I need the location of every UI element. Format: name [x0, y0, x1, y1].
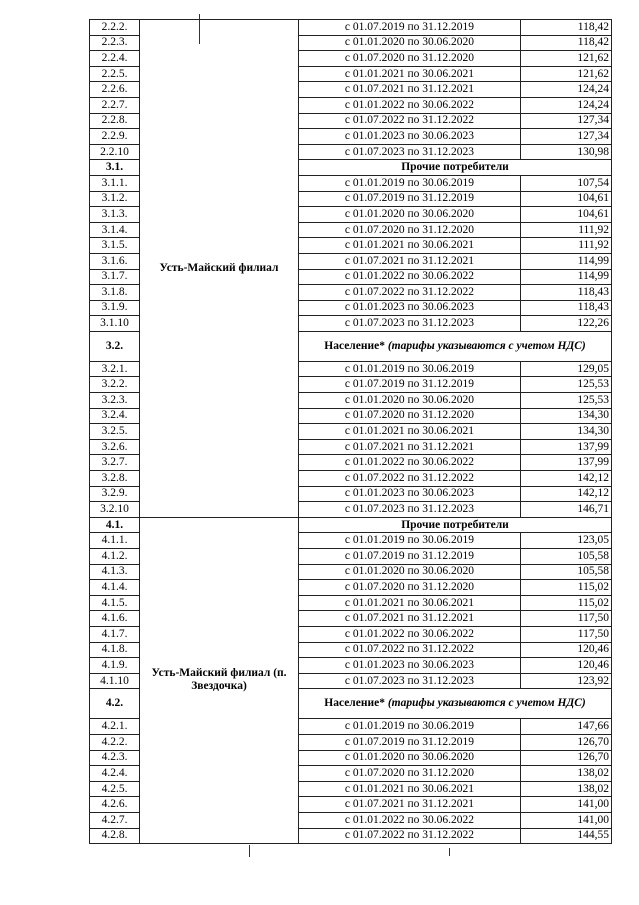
tariff-value: 118,43: [521, 285, 612, 301]
tariff-value: 130,98: [521, 144, 612, 160]
category-main: Население*: [324, 697, 385, 710]
tariff-value: 124,24: [521, 97, 612, 113]
category-header: Прочие потребители: [299, 517, 612, 533]
row-number: 2.2.9.: [90, 129, 140, 145]
tariff-value: 147,66: [521, 719, 612, 735]
period-cell: с 01.01.2022 по 30.06.2022: [299, 97, 521, 113]
row-number: 3.1.2.: [90, 191, 140, 207]
tariff-value: 146,71: [521, 502, 612, 518]
period-cell: с 01.07.2021 по 31.12.2021: [299, 439, 521, 455]
tariff-value: 126,70: [521, 750, 612, 766]
period-cell: с 01.01.2023 по 30.06.2023: [299, 129, 521, 145]
period-cell: с 01.07.2022 по 31.12.2022: [299, 471, 521, 487]
row-number: 3.2.8.: [90, 471, 140, 487]
row-number: 3.1.7.: [90, 269, 140, 285]
tariff-value: 134,30: [521, 424, 612, 440]
tariff-value: 125,53: [521, 377, 612, 393]
tariff-value: 138,02: [521, 766, 612, 782]
period-cell: с 01.07.2019 по 31.12.2019: [299, 549, 521, 565]
row-number: 4.1.3.: [90, 564, 140, 580]
tariff-value: 122,26: [521, 316, 612, 332]
row-number: 2.2.3.: [90, 35, 140, 51]
period-cell: с 01.07.2019 по 31.12.2019: [299, 377, 521, 393]
period-cell: с 01.01.2019 по 30.06.2019: [299, 719, 521, 735]
period-cell: с 01.01.2020 по 30.06.2020: [299, 207, 521, 223]
row-number: 2.2.8.: [90, 113, 140, 129]
branch-name: Усть-Майский филиал: [140, 20, 299, 518]
category-header: Прочие потребители: [299, 160, 612, 176]
row-number: 3.1.6.: [90, 253, 140, 269]
period-cell: с 01.07.2019 по 31.12.2019: [299, 191, 521, 207]
tariff-value: 121,62: [521, 51, 612, 67]
period-cell: с 01.07.2021 по 31.12.2021: [299, 797, 521, 813]
period-cell: с 01.07.2022 по 31.12.2022: [299, 642, 521, 658]
category-note: (тарифы указываются с учетом НДС): [387, 697, 586, 710]
row-number: 3.1.10: [90, 316, 140, 332]
row-number: 4.1.4.: [90, 580, 140, 596]
row-number: 3.2.5.: [90, 424, 140, 440]
tariff-value: 144,55: [521, 828, 612, 844]
row-number: 4.1.9.: [90, 658, 140, 674]
tariff-value: 137,99: [521, 439, 612, 455]
row-number: 4.2.1.: [90, 719, 140, 735]
tariff-value: 105,58: [521, 564, 612, 580]
row-number: 4.1.7.: [90, 626, 140, 642]
period-cell: с 01.01.2019 по 30.06.2019: [299, 533, 521, 549]
row-number: 3.1.4.: [90, 222, 140, 238]
tariff-value: 115,02: [521, 580, 612, 596]
period-cell: с 01.07.2020 по 31.12.2020: [299, 580, 521, 596]
tariff-value: 111,92: [521, 222, 612, 238]
row-number: 4.2.3.: [90, 750, 140, 766]
row-number: 3.2.10: [90, 502, 140, 518]
tariff-value: 115,02: [521, 595, 612, 611]
period-cell: с 01.07.2022 по 31.12.2022: [299, 828, 521, 844]
row-number: 2.2.4.: [90, 51, 140, 67]
tariff-table: [89, 19, 612, 844]
tariff-value: 120,46: [521, 658, 612, 674]
period-cell: с 01.07.2022 по 31.12.2022: [299, 113, 521, 129]
tariff-value: 120,46: [521, 642, 612, 658]
category-note: (тарифы указываются с учетом НДС): [387, 339, 586, 352]
tariff-value: 141,00: [521, 797, 612, 813]
period-cell: с 01.01.2021 по 30.06.2021: [299, 66, 521, 82]
period-cell: с 01.01.2021 по 30.06.2021: [299, 238, 521, 254]
row-number: 4.1.8.: [90, 642, 140, 658]
row-number: 3.2.3.: [90, 393, 140, 409]
row-number: 2.2.6.: [90, 82, 140, 98]
row-number: 3.2.4.: [90, 408, 140, 424]
period-cell: с 01.07.2020 по 31.12.2020: [299, 222, 521, 238]
branch-name: Усть-Майский филиал (п. Звездочка): [140, 517, 299, 843]
row-number: 4.2.7.: [90, 812, 140, 828]
tariff-value: 111,92: [521, 238, 612, 254]
tariff-value: 118,42: [521, 20, 612, 36]
period-cell: с 01.07.2023 по 31.12.2023: [299, 316, 521, 332]
section-number: 3.2.: [90, 331, 140, 361]
row-number: 4.1.1.: [90, 533, 140, 549]
tariff-value: 125,53: [521, 393, 612, 409]
row-number: 3.2.7.: [90, 455, 140, 471]
period-cell: с 01.01.2022 по 30.06.2022: [299, 269, 521, 285]
tariff-table-body: [90, 20, 612, 844]
period-cell: с 01.01.2021 по 30.06.2021: [299, 424, 521, 440]
category-main: Население*: [324, 339, 385, 352]
tariff-value: 123,05: [521, 533, 612, 549]
period-cell: с 01.01.2023 по 30.06.2023: [299, 658, 521, 674]
section-row: [90, 517, 612, 533]
row-number: 3.1.1.: [90, 175, 140, 191]
row-number: 3.2.2.: [90, 377, 140, 393]
period-cell: с 01.01.2020 по 30.06.2020: [299, 564, 521, 580]
period-cell: с 01.07.2019 по 31.12.2019: [299, 20, 521, 36]
row-number: 3.1.5.: [90, 238, 140, 254]
category-header: [299, 689, 612, 719]
tariff-value: 123,92: [521, 673, 612, 689]
row-number: 3.2.6.: [90, 439, 140, 455]
tariff-value: 117,50: [521, 611, 612, 627]
row-number: 4.1.2.: [90, 549, 140, 565]
period-cell: с 01.07.2023 по 31.12.2023: [299, 673, 521, 689]
row-number: 2.2.10: [90, 144, 140, 160]
period-cell: с 01.01.2022 по 30.06.2022: [299, 812, 521, 828]
row-number: 4.1.10: [90, 673, 140, 689]
tariff-value: 142,12: [521, 471, 612, 487]
period-cell: с 01.01.2022 по 30.06.2022: [299, 455, 521, 471]
table-row: [90, 20, 612, 36]
period-cell: с 01.07.2020 по 31.12.2020: [299, 766, 521, 782]
category-header: [299, 331, 612, 361]
tariff-value: 129,05: [521, 361, 612, 377]
period-cell: с 01.07.2019 по 31.12.2019: [299, 734, 521, 750]
period-cell: с 01.01.2022 по 30.06.2022: [299, 626, 521, 642]
row-number: 4.2.4.: [90, 766, 140, 782]
tariff-value: 104,61: [521, 191, 612, 207]
period-cell: с 01.07.2023 по 31.12.2023: [299, 144, 521, 160]
row-number: 2.2.5.: [90, 66, 140, 82]
period-cell: с 01.01.2021 по 30.06.2021: [299, 595, 521, 611]
tariff-value: 118,42: [521, 35, 612, 51]
tariff-value: 114,99: [521, 253, 612, 269]
scan-artifact: [249, 845, 250, 857]
tariff-value: 117,50: [521, 626, 612, 642]
tariff-value: 127,34: [521, 129, 612, 145]
period-cell: с 01.01.2023 по 30.06.2023: [299, 486, 521, 502]
tariff-value: 104,61: [521, 207, 612, 223]
tariff-value: 118,43: [521, 300, 612, 316]
period-cell: с 01.07.2022 по 31.12.2022: [299, 285, 521, 301]
row-number: 2.2.7.: [90, 97, 140, 113]
period-cell: с 01.01.2019 по 30.06.2019: [299, 361, 521, 377]
period-cell: с 01.01.2020 по 30.06.2020: [299, 35, 521, 51]
row-number: 4.2.6.: [90, 797, 140, 813]
section-number: 3.1.: [90, 160, 140, 176]
scan-artifact: [449, 848, 450, 856]
period-cell: с 01.01.2021 по 30.06.2021: [299, 781, 521, 797]
tariff-value: 121,62: [521, 66, 612, 82]
period-cell: с 01.07.2020 по 31.12.2020: [299, 51, 521, 67]
tariff-value: 141,00: [521, 812, 612, 828]
period-cell: с 01.01.2019 по 30.06.2019: [299, 175, 521, 191]
section-number: 4.1.: [90, 517, 140, 533]
row-number: 3.2.9.: [90, 486, 140, 502]
section-number: 4.2.: [90, 689, 140, 719]
period-cell: с 01.01.2023 по 30.06.2023: [299, 300, 521, 316]
row-number: 4.1.5.: [90, 595, 140, 611]
tariff-value: 137,99: [521, 455, 612, 471]
row-number: 3.1.9.: [90, 300, 140, 316]
tariff-value: 105,58: [521, 549, 612, 565]
period-cell: с 01.01.2020 по 30.06.2020: [299, 393, 521, 409]
period-cell: с 01.07.2021 по 31.12.2021: [299, 82, 521, 98]
row-number: 3.1.8.: [90, 285, 140, 301]
tariff-value: 114,99: [521, 269, 612, 285]
period-cell: с 01.07.2021 по 31.12.2021: [299, 611, 521, 627]
row-number: 4.2.5.: [90, 781, 140, 797]
period-cell: с 01.07.2020 по 31.12.2020: [299, 408, 521, 424]
period-cell: с 01.07.2021 по 31.12.2021: [299, 253, 521, 269]
tariff-value: 127,34: [521, 113, 612, 129]
tariff-value: 142,12: [521, 486, 612, 502]
period-cell: с 01.07.2023 по 31.12.2023: [299, 502, 521, 518]
row-number: 3.1.3.: [90, 207, 140, 223]
tariff-value: 107,54: [521, 175, 612, 191]
row-number: 4.1.6.: [90, 611, 140, 627]
row-number: 4.2.8.: [90, 828, 140, 844]
tariff-value: 134,30: [521, 408, 612, 424]
row-number: 2.2.2.: [90, 20, 140, 36]
row-number: 4.2.2.: [90, 734, 140, 750]
period-cell: с 01.01.2020 по 30.06.2020: [299, 750, 521, 766]
tariff-value: 138,02: [521, 781, 612, 797]
tariff-value: 124,24: [521, 82, 612, 98]
tariff-value: 126,70: [521, 734, 612, 750]
row-number: 3.2.1.: [90, 361, 140, 377]
